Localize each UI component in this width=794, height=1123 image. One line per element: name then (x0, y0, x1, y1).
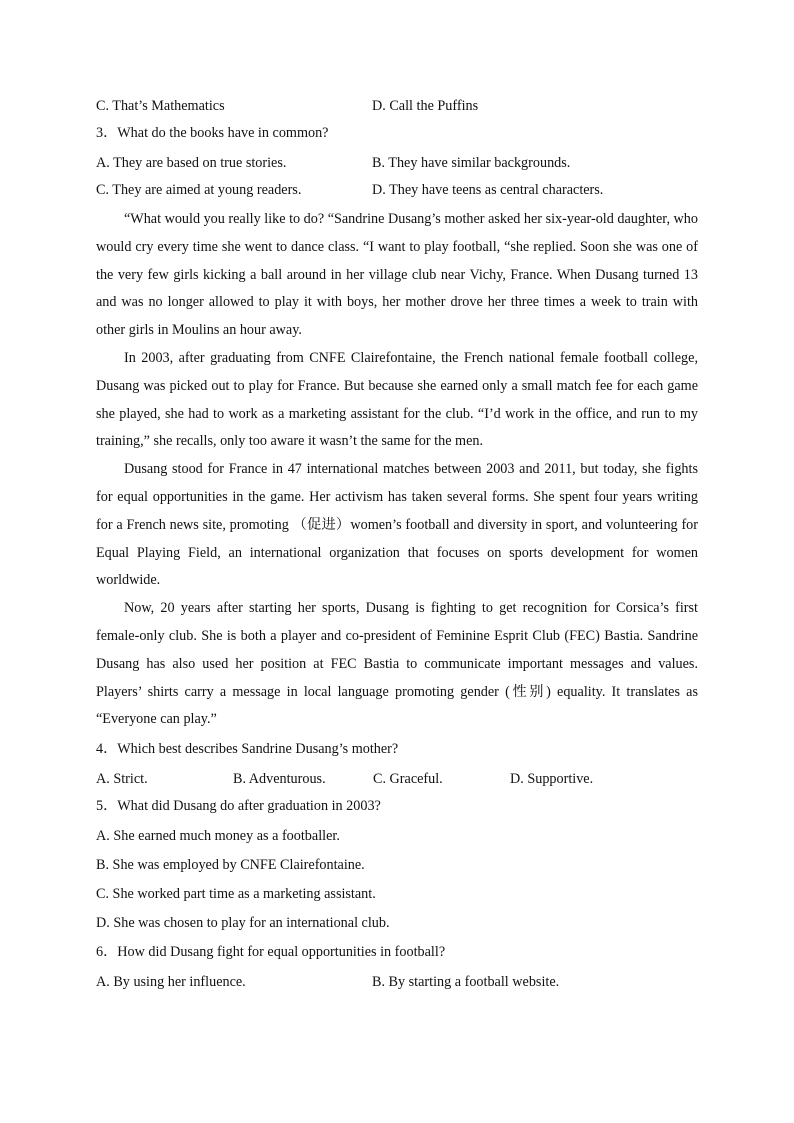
q4-option-d[interactable]: D. Supportive. (510, 771, 594, 788)
q5-option-a[interactable]: A. She earned much money as a footballer. (96, 828, 340, 845)
q2-options-row (96, 95, 698, 122)
q3-options-row-1 (96, 152, 698, 179)
q4-options-row (96, 768, 698, 795)
q5-stem: 5．What did Dusang do after graduation in 2003? (96, 798, 381, 815)
q3-option-d[interactable]: D. They have teens as central characters. (372, 182, 604, 198)
q3-option-c[interactable]: C. They are aimed at young readers. (96, 182, 302, 198)
q3-stem: 3．What do the books have in common? (96, 125, 329, 141)
passage-paragraph-4: Now, 20 years after starting her sports, Dusang is fighting to get recognition for Corsica’s first female-only club. She is both a player and co-president of Feminine Esprit Club (FEC) Bastia. Sandrine Dusang has also used her position at FEC Bastia to communicate important messages and values. Players’ shirts carry a message in local language promoting gender (性别) equality. It translates as “Everyone can play.” (96, 600, 698, 728)
q4-option-b[interactable]: B. Adventurous. (233, 771, 326, 788)
q3-option-a[interactable]: A. They are based on true stories. (96, 155, 287, 171)
q5-option-d[interactable]: D. She was chosen to play for an international club. (96, 915, 390, 932)
q3-option-b[interactable]: B. They have similar backgrounds. (372, 155, 571, 171)
q2-option-c[interactable]: C. That’s Mathematics (96, 98, 225, 114)
reading-passage (96, 206, 698, 734)
q2-option-d[interactable]: D. Call the Puffins (372, 98, 479, 114)
q6-option-b[interactable]: B. By starting a football website. (372, 974, 560, 991)
exam-page (96, 95, 698, 998)
q6-stem: 6．How did Dusang fight for equal opportunities in football? (96, 944, 446, 961)
q4-option-a[interactable]: A. Strict. (96, 771, 148, 788)
q5-option-b[interactable]: B. She was employed by CNFE Clairefontaine. (96, 857, 365, 874)
q4-option-c[interactable]: C. Graceful. (373, 771, 443, 788)
q6-option-a[interactable]: A. By using her influence. (96, 974, 246, 991)
q4-stem: 4．Which best describes Sandrine Dusang’s mother? (96, 741, 399, 758)
q6-options-row (96, 971, 698, 998)
q5-option-c[interactable]: C. She worked part time as a marketing assistant. (96, 886, 376, 903)
passage-paragraph-2: In 2003, after graduating from CNFE Clairefontaine, the French national female football college, Dusang was picked out to play for France. But because she earned only a small match fee for each game she played, she had to work as a marketing assistant for the club. “I’d work in the office, and run to my training,” she recalls, only too aware it wasn’t the same for the men. (96, 349, 698, 450)
q3-options-row-2 (96, 179, 698, 206)
passage-paragraph-3: Dusang stood for France in 47 international matches between 2003 and 2011, but today, she fights for equal opportunities in the game. Her activism has taken several forms. She spent four years writing for a French news site, promoting （促进）women’s football and diversity in sport, and volunteering for Equal Playing Field, an international organization that focuses on sports development for women worldwide. (96, 461, 698, 589)
passage-paragraph-1: “What would you really like to do? “Sandrine Dusang’s mother asked her six-year-old daughter, who would cry every time she went to dance class. “I want to play football, “she replied. Soon she was one of the very few girls kicking a ball around in her village club near Vichy, France. When Dusang turned 13 and was no longer allowed to play it with boys, her mother drove her three times a week to train with other girls in Moulins an hour away. (96, 211, 698, 339)
